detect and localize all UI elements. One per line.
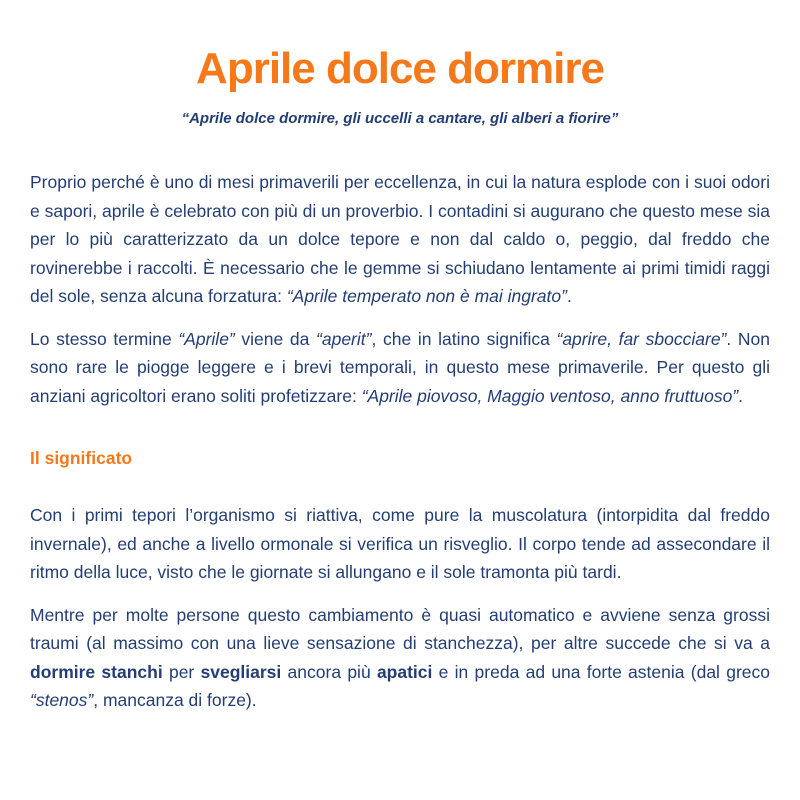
text-run: “Aprile” (178, 328, 235, 349)
document-body (0, 44, 800, 715)
section-heading-il-significato: Il significato (30, 448, 133, 468)
text-run: . (738, 385, 744, 406)
subtitle-proverb-quote: “Aprile dolce dormire, gli uccelli a cantare, gli alberi a fiorire” (181, 110, 619, 127)
text-run: , mancanza di forze). (93, 690, 257, 710)
text-run: Con i primi tepori l’organismo si riattiva, come pure la muscolatura (intorpidita dal freddo invernale), ed anche a livello ormonale si verifica un risveglio. Il corpo tende ad assecondare il ritmo della luce, visto che le giornate si allungano e il sole tramonta più tardi. (30, 505, 770, 582)
text-run: “Aprile piovoso, Maggio ventoso, anno fruttuoso” (361, 385, 739, 406)
text-run: svegliarsi (200, 661, 282, 682)
text-run: Lo stesso termine (30, 328, 179, 349)
text-run: dormire stanchi (30, 661, 163, 682)
text-run: . (566, 286, 572, 306)
text-run: “aperit” (316, 328, 372, 349)
text-run: Proprio perché è uno di mesi primaverili per eccellenza, in cui la natura esplode con i suoi odori e sapori, aprile è celebrato con più di un proverbio. I contadini si augurano che questo mese sia per lo più caratterizzato da un dolce tepore e non dal caldo o, peggio, dal freddo che rovinerebbe i raccolti. È necessario che le gemme si schiudano lentamente ai primi timidi raggi del sole, senza alcuna forzatura: (30, 172, 770, 306)
text-run: per (162, 661, 201, 682)
paragraph-intro-2 (30, 325, 770, 411)
text-run: , che in latino significa (371, 328, 557, 349)
paragraph-significato-2 (30, 601, 770, 715)
text-run: “Aprile temperato non è mai ingrato” (286, 286, 567, 306)
text-run: apatici (376, 661, 433, 682)
text-run: Mentre per molte persone questo cambiamento è quasi automatico e avviene senza grossi traumi (al massimo con una lieve sensazione di stanchezza), per altre succede che si va a (30, 604, 770, 653)
text-run: “aprire, far sbocciare” (556, 328, 727, 349)
paragraph-intro-1 (30, 168, 770, 311)
paragraph-significato-1 (30, 501, 770, 587)
page-title: Aprile dolce dormire (196, 44, 604, 93)
text-run: “stenos” (30, 690, 94, 710)
text-run: viene da (234, 328, 317, 349)
text-run: . Non sono rare le piogge leggere e i brevi temporali, in questo mese primaverile. Per questo gli anziani agricoltori erano soliti profetizzare: (30, 328, 771, 406)
text-run: ancora più (281, 661, 377, 682)
text-run: e in preda ad una forte astenia (dal greco (432, 661, 770, 682)
